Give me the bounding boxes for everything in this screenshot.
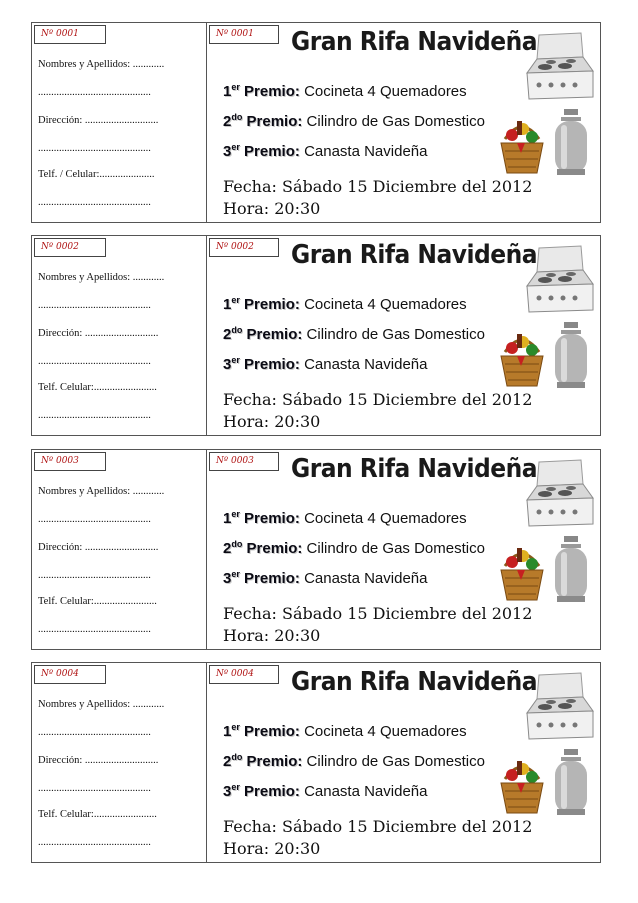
raffle-title: Gran Rifa Navideña <box>291 240 538 270</box>
prize-rank: $2^{do}$ Premio: <box>223 752 303 770</box>
raffle-ticket <box>31 662 601 863</box>
address-field-line: ........................................... <box>38 143 151 154</box>
prize-third <box>223 782 427 800</box>
prize-first <box>223 82 467 100</box>
phone-field-label: Telf. / Celular:..................... <box>38 169 155 180</box>
prize-description: Cilindro de Gas Domestico <box>306 753 485 770</box>
main-ticket-number: Nº 0001 <box>209 25 279 44</box>
prize-rank: 1er Premio: <box>223 82 300 100</box>
stove-icon <box>525 671 597 743</box>
main-ticket-number: Nº 0002 <box>209 238 279 257</box>
address-field-line: ........................................... <box>38 356 151 367</box>
address-field-line: ........................................... <box>38 783 151 794</box>
raffle-date: Fecha: Sábado 15 Diciembre del 2012 <box>223 177 533 196</box>
gas-cylinder-icon <box>551 320 591 390</box>
prize-rank: $2^{do}$ Premio: <box>223 325 303 343</box>
prize-rank: $2^{do}$ Premio: <box>223 539 303 557</box>
prize-description: Cocineta 4 Quemadores <box>304 723 467 740</box>
name-field-label: Nombres y Apellidos: ............ <box>38 699 165 710</box>
phone-field-line: ........................................... <box>38 837 151 848</box>
address-field-line: ........................................... <box>38 570 151 581</box>
stub-ticket-number: Nº 0002 <box>34 238 106 257</box>
address-field-label: Dirección: ............................ <box>38 328 159 339</box>
prize-first <box>223 509 467 527</box>
prize-second <box>223 325 485 343</box>
name-field-label: Nombres y Apellidos: ............ <box>38 59 165 70</box>
christmas-basket-icon <box>497 540 547 602</box>
raffle-title: Gran Rifa Navideña <box>291 667 538 697</box>
ticket-main <box>207 450 600 649</box>
prize-rank: 3er Premio: <box>223 142 300 160</box>
raffle-time: Hora: 20:30 <box>223 839 321 858</box>
prize-description: Canasta Navideña <box>304 783 428 800</box>
prize-description: Cilindro de Gas Domestico <box>306 540 485 557</box>
prize-rank: 1er Premio: <box>223 509 300 527</box>
prize-description: Cilindro de Gas Domestico <box>306 326 485 343</box>
stub-ticket-number: Nº 0003 <box>34 452 106 471</box>
phone-field-label: Telf. Celular:........................ <box>38 382 157 393</box>
prize-second <box>223 539 485 557</box>
address-field-label: Dirección: ............................ <box>38 115 159 126</box>
prize-third <box>223 355 427 373</box>
main-ticket-number: Nº 0004 <box>209 665 279 684</box>
raffle-date: Fecha: Sábado 15 Diciembre del 2012 <box>223 604 533 623</box>
gas-cylinder-icon <box>551 534 591 604</box>
ticket-stub <box>32 23 207 222</box>
address-field-label: Dirección: ............................ <box>38 542 159 553</box>
prize-third <box>223 569 427 587</box>
prize-third <box>223 142 427 160</box>
stub-ticket-number: Nº 0001 <box>34 25 106 44</box>
ticket-main <box>207 236 600 435</box>
prize-description: Canasta Navideña <box>304 356 428 373</box>
prize-description: Canasta Navideña <box>304 570 428 587</box>
christmas-basket-icon <box>497 113 547 175</box>
prize-description: Cocineta 4 Quemadores <box>304 296 467 313</box>
raffle-ticket <box>31 449 601 650</box>
address-field-label: Dirección: ............................ <box>38 755 159 766</box>
name-field-line: ........................................... <box>38 300 151 311</box>
prize-second <box>223 112 485 130</box>
prize-description: Cocineta 4 Quemadores <box>304 510 467 527</box>
ticket-stub <box>32 663 207 862</box>
prize-rank: 1er Premio: <box>223 295 300 313</box>
prize-description: Canasta Navideña <box>304 143 428 160</box>
prize-first <box>223 295 467 313</box>
stove-icon <box>525 458 597 530</box>
christmas-basket-icon <box>497 753 547 815</box>
prize-rank: 3er Premio: <box>223 569 300 587</box>
phone-field-line: ........................................... <box>38 410 151 421</box>
raffle-ticket <box>31 235 601 436</box>
phone-field-label: Telf. Celular:........................ <box>38 596 157 607</box>
name-field-label: Nombres y Apellidos: ............ <box>38 272 165 283</box>
phone-field-line: ........................................... <box>38 197 151 208</box>
name-field-line: ........................................... <box>38 727 151 738</box>
name-field-label: Nombres y Apellidos: ............ <box>38 486 165 497</box>
gas-cylinder-icon <box>551 107 591 177</box>
christmas-basket-icon <box>497 326 547 388</box>
gas-cylinder-icon <box>551 747 591 817</box>
prize-rank: 3er Premio: <box>223 355 300 373</box>
ticket-main <box>207 23 600 222</box>
raffle-title: Gran Rifa Navideña <box>291 27 538 57</box>
ticket-stub <box>32 236 207 435</box>
stub-ticket-number: Nº 0004 <box>34 665 106 684</box>
stove-icon <box>525 31 597 103</box>
name-field-line: ........................................... <box>38 87 151 98</box>
stove-icon <box>525 244 597 316</box>
phone-field-label: Telf. Celular:........................ <box>38 809 157 820</box>
prize-description: Cilindro de Gas Domestico <box>306 113 485 130</box>
main-ticket-number: Nº 0003 <box>209 452 279 471</box>
ticket-stub <box>32 450 207 649</box>
raffle-title: Gran Rifa Navideña <box>291 454 538 484</box>
raffle-time: Hora: 20:30 <box>223 412 321 431</box>
raffle-date: Fecha: Sábado 15 Diciembre del 2012 <box>223 390 533 409</box>
raffle-ticket <box>31 22 601 223</box>
name-field-line: ........................................... <box>38 514 151 525</box>
prize-second <box>223 752 485 770</box>
prize-rank: 3er Premio: <box>223 782 300 800</box>
phone-field-line: ........................................... <box>38 624 151 635</box>
prize-first <box>223 722 467 740</box>
prize-rank: $2^{do}$ Premio: <box>223 112 303 130</box>
raffle-time: Hora: 20:30 <box>223 199 321 218</box>
raffle-time: Hora: 20:30 <box>223 626 321 645</box>
prize-rank: 1er Premio: <box>223 722 300 740</box>
prize-description: Cocineta 4 Quemadores <box>304 83 467 100</box>
ticket-main <box>207 663 600 862</box>
raffle-date: Fecha: Sábado 15 Diciembre del 2012 <box>223 817 533 836</box>
